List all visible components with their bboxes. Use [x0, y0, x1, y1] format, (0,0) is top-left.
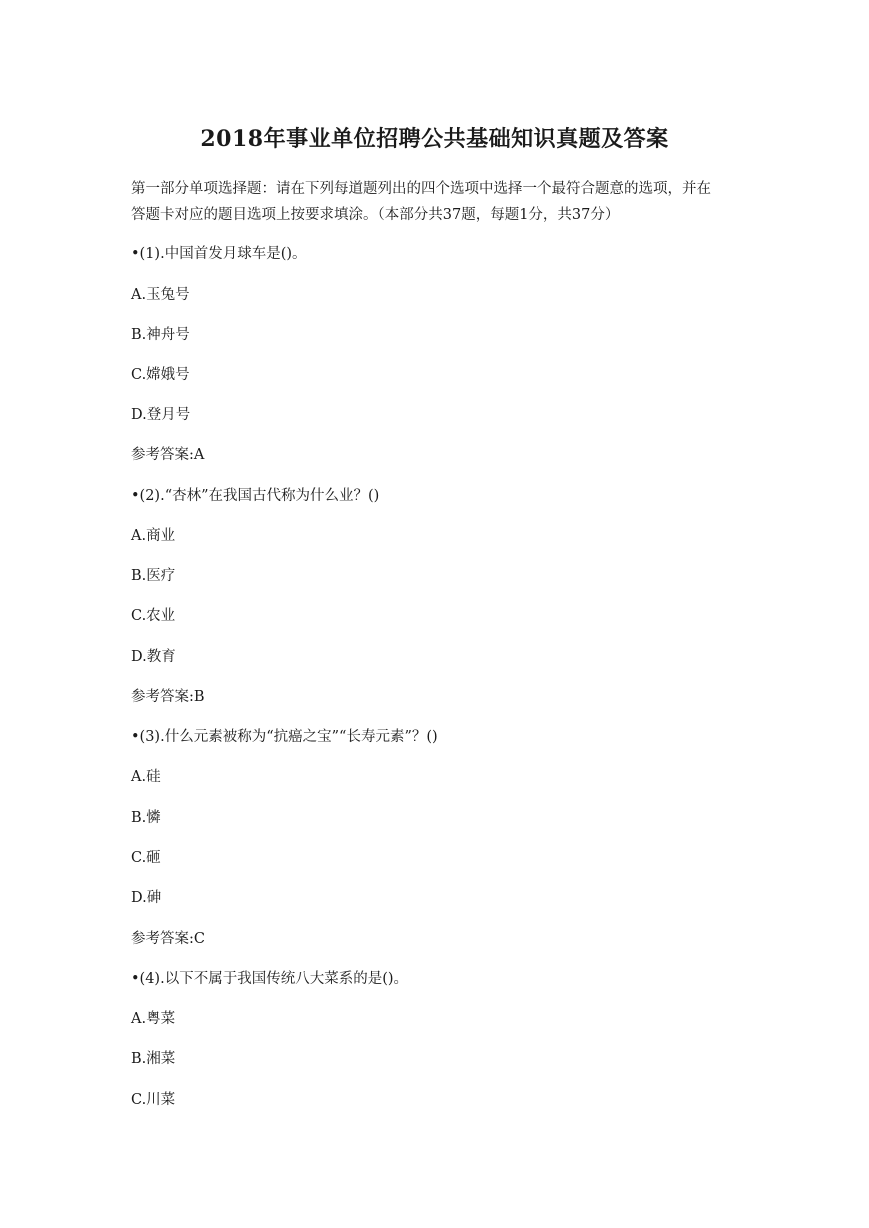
question-1-option-b: B.神舟号	[131, 327, 190, 343]
question-2-option-a: A.商业	[131, 528, 176, 544]
question-2-option-d: D.教育	[131, 649, 176, 665]
question-4-option-a: A.粤菜	[131, 1011, 176, 1027]
question-1-option-d: D.登月号	[131, 407, 191, 423]
question-3-option-b: B.憐	[131, 810, 161, 826]
question-3-answer: 参考答案:C	[131, 931, 205, 947]
question-2-answer: 参考答案:B	[131, 689, 205, 705]
question-1-option-c: C.嫦娥号	[131, 367, 190, 383]
question-4-option-b: B.湘菜	[131, 1051, 176, 1067]
instructions-line-2: 答题卡对应的题目选项上按要求填涂。（本部分共37题，每题1分，共37分）	[131, 207, 620, 223]
question-3-stem: •(3).什么元素被称为“抗癌之宝”“长寿元素”？()	[131, 729, 438, 745]
question-2-stem: •(2).“杏林”在我国古代称为什么业？()	[131, 488, 380, 504]
question-4-stem: •(4).以下不属于我国传统八大菜系的是()。	[131, 971, 409, 987]
page-title: 2018年事业单位招聘公共基础知识真题及答案	[200, 126, 669, 152]
question-4-option-c: C.川菜	[131, 1092, 176, 1108]
question-2-option-c: C.农业	[131, 608, 176, 624]
question-3-option-c: C.砸	[131, 850, 161, 866]
question-3-option-a: A.硅	[131, 769, 161, 785]
instructions-line-1: 第一部分单项选择题：请在下列每道题列出的四个选项中选择一个最符合题意的选项，并在	[131, 181, 711, 197]
question-1-option-a: A.玉兔号	[131, 287, 190, 303]
question-1-answer: 参考答案:A	[131, 447, 205, 463]
question-3-option-d: D.砷	[131, 890, 162, 906]
question-2-option-b: B.医疗	[131, 568, 176, 584]
question-1-stem: •(1).中国首发月球车是()。	[131, 246, 307, 262]
instructions-paragraph	[131, 176, 741, 228]
